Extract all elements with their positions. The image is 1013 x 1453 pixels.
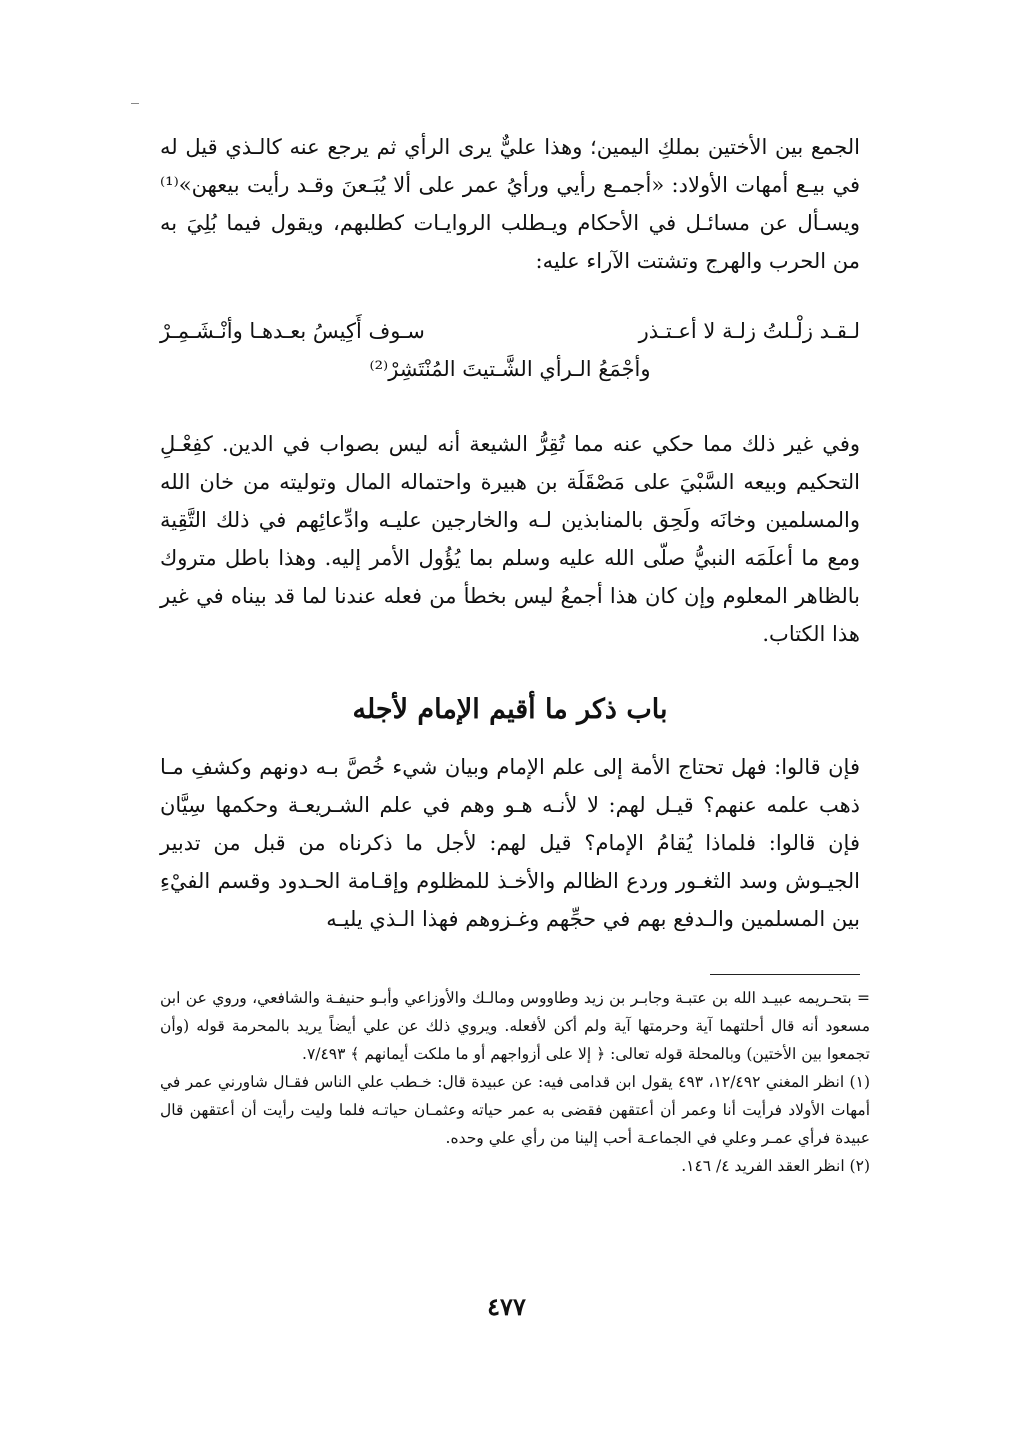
- paragraph-1: الجمع بين الأختين بملكِ اليمين؛ وهذا عليٌّ يرى الرأي ثم يرجع عنه كالـذي قيل له في بيـع أمهات الأولاد: «أجمـع رأيي ورأيُ عمر على ألا يُبَـعنَ وقـد رأيت بيعهن»⁽¹⁾ ويسـأل عن مسائـل في الأحكام ويـطلب الروايـات كطلبهم، ويقول فيما بُلِيَ به من الحرب والهرج وتشتت الآراء عليه:: [160, 135, 860, 273]
- footnotes: [160, 984, 870, 1180]
- scan-mark: [131, 103, 139, 104]
- footnote-divider: [710, 974, 860, 975]
- paragraph-2: وفي غير ذلك مما حكي عنه مما تُقِرُّ الشيعة أنه ليس بصواب في الدين. كفِعْـلِ التحكيم وبيعه السَّبْيَ على مَصْقَلَة بن هبيرة واحتماله المال وتوليته من خان الله والمسلمين وخانَه ولَحِق بالمنابذين لـه والخارجين عليـه وادِّعائِهم في ذلك التَّقِية ومع ما أعلَمَه النبيُّ صلّى الله عليه وسلم بما يُؤُول الأمر إليه. وهذا باطل متروك بالظاهر المعلوم وإن كان هذا أجمعُ ليس بخطأ من فعله عندنا لما قد بيناه في غير هذا الكتاب.: [160, 432, 860, 646]
- verse-line-2: وأجْمَعُ الـرأي الشَّـتيتَ المُنْتَشِرْ⁽²⁾: [369, 357, 651, 381]
- verse-hemistich-left: سـوف أَكِيسُ بعـدهـا وأنْـشَـمِـرْ: [160, 319, 425, 343]
- section-paragraph: فإن قالوا: فهل تحتاج الأمة إلى علم الإمام وبيان شيء خُصَّ بـه دونهم وكشفِ مـا ذهب علمه عنهم؟ قيـل لهم: لا لأنـه هـو وهم في علم الشـريعـة وحكمها سِيَّان فإن قالوا: فلماذا يُقامُ الإمام؟ قيل لهم: لأجل ما ذكرناه من قبل من تدبير الجيـوش وسد الثغـور وردع الظالم والأخـذ للمظلوم وإقـامة الحـدود وقسم الفيْءِ بين المسلمين والـدفع بهم في حجِّهم وغـزوهم فهذا الـذي يليـه: [160, 755, 860, 931]
- page-number: ٤٧٧: [487, 1292, 526, 1321]
- section-heading: باب ذكر ما أقيم الإمام لأجله: [352, 694, 668, 725]
- verse-hemistich-right: لـقـد زلْـلتُ زلـة لا أعـتـذر: [638, 319, 860, 343]
- verse-block: [160, 312, 860, 388]
- main-text: [160, 128, 860, 280]
- footnote-2: (٢) انظر العقد الفريد ٤/ ١٤٦.: [681, 1157, 870, 1175]
- main-text-2: [160, 425, 860, 653]
- verse-line-1: [160, 312, 860, 350]
- footnote-1: (١) انظر المغني ١٢/٤٩٢، ٤٩٣ يقول ابن قدامى فيه: عن عبيدة قال: خـطب علي الناس فقـال شاورني عمر في أمهات الأولاد فرأيت أنا وعمر أن أعتقهن فقضى به عمر حياته وعثمـان حياتـه فلما وليت رأيت أن أعتقهن قال عبيدة فرأي عمـر وعلي في الجماعـة أحب إلينا من رأي علي وحده.: [160, 1073, 870, 1147]
- section-text: [160, 748, 860, 938]
- footnote-continuation: = بتحـريمه عبيـد الله بن عتبـة وجابـر بن زيد وطاووس ومالـك والأوزاعي وأبـو حنيفـة والشافعي، وروي عن ابن مسعود أنه قال أحلتهما آية وحرمتها آية ولم أكن لأفعله. ويروي ذلك عن علي أيضاً يريد بالمحرمة قوله (وأن تجمعوا بين الأختين) وبالمحلة قوله تعالى: ﴿ إلا على أزواجهم أو ما ملكت أيمانهم ﴾ ٧/٤٩٣.: [160, 989, 870, 1063]
